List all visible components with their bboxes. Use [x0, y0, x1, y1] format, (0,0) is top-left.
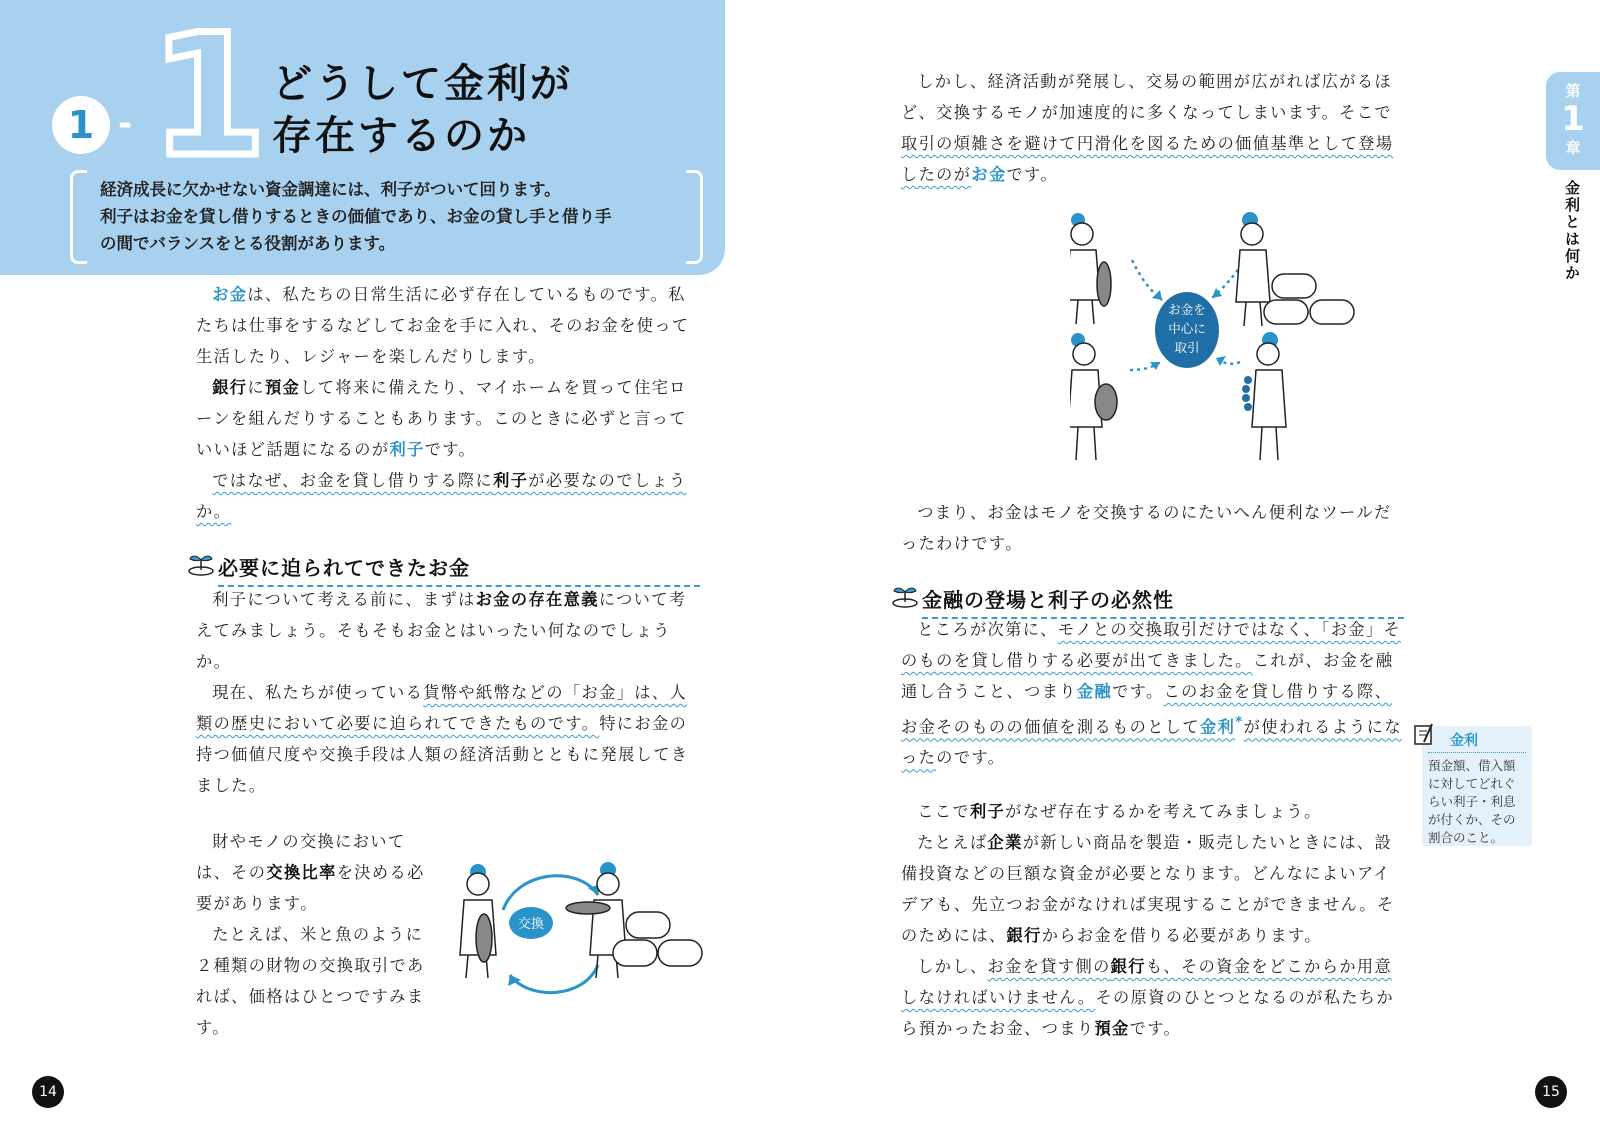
underlined-text: このお金を貸し借りする際、お金そのものの価値を測るものとして	[901, 682, 1393, 737]
paragraph	[901, 66, 1404, 190]
keyword: 利子	[969, 802, 1006, 821]
page-number-left: 14	[32, 1076, 64, 1108]
keyword: 利子	[493, 471, 529, 490]
side-tab-dai: 第	[1565, 82, 1581, 100]
right-summary-text	[901, 497, 1404, 559]
text: を決める必要があります。	[196, 863, 425, 913]
keyword: お金	[971, 165, 1007, 184]
text: しかし、	[917, 957, 988, 976]
left-body-text	[196, 584, 701, 801]
paragraph	[901, 614, 1404, 773]
sprout-icon	[890, 580, 920, 610]
paragraph	[196, 677, 701, 801]
text: して将来に備えたり、マイホームを買って住宅ローンを組んだりすることもあります。このときに必ずと言っていいほど話題になるのが	[196, 378, 687, 459]
person-left	[460, 864, 496, 978]
money-trade-illustration	[1070, 212, 1370, 474]
paragraph	[196, 826, 428, 919]
center-label-1: お金を	[1168, 302, 1206, 317]
section-dash: -	[118, 104, 133, 144]
left-exchange-text	[196, 826, 428, 1043]
chapter-number-circle: 1	[52, 96, 110, 154]
center-label-3: 取引	[1174, 340, 1200, 355]
lead-line-3: の間でバランスをとる役割があります。	[100, 234, 396, 253]
text: です。	[424, 440, 477, 459]
section-number-big: 1	[150, 0, 267, 194]
exchange-label: 交換	[517, 917, 545, 932]
keyword: 金融	[1076, 682, 1113, 701]
lead-bracket-left	[70, 170, 87, 264]
text: 利子について考える前に、まずは	[212, 590, 476, 609]
notebook-pen-icon	[1412, 722, 1438, 748]
text: つまり、お金はモノを交換するのにたいへん便利なツールだったわけです。	[901, 503, 1392, 553]
text: これが、お金を融通し合うこと、つまり	[901, 651, 1394, 701]
text: は、私たちの日常生活に必ず存在しているものです。私たちは仕事をするなどしてお金を手に入れ、そのお金を使って生活したり、レジャーを楽しんだりします。	[196, 285, 690, 366]
text: がなぜ存在するかを考えてみましょう。	[1005, 802, 1322, 821]
chapter-side-tab	[1546, 72, 1600, 170]
text: しかし、経済活動が発展し、交易の範囲が広がれば広がるほど、交換するモノが加速度的に多くなってしまいます。そこで	[901, 72, 1393, 122]
keyword: 預金	[264, 378, 301, 397]
text: ところが次第に、	[917, 620, 1058, 639]
text: に	[247, 378, 265, 397]
page-title	[272, 58, 573, 162]
center-label-2: 中心に	[1168, 321, 1206, 336]
text: たとえば	[917, 833, 988, 852]
keyword: お金の存在意義	[475, 590, 599, 609]
text: のです。	[936, 748, 1006, 768]
lead-text	[100, 176, 690, 257]
chapter-vertical-title: 金利とは何か	[1563, 180, 1581, 282]
footnote-mark: *	[1235, 714, 1244, 730]
text: について考えてみましょう。そもそもお金とはいったい何なのでしょうか。	[196, 590, 687, 671]
text: その原資のひとつとなるのが私たちから預かったお金、つまり	[901, 988, 1395, 1038]
side-tab-sho: 章	[1565, 139, 1581, 157]
text: 財やモノの交換においては、その	[196, 832, 406, 882]
paragraph	[901, 951, 1404, 1044]
text: ここで	[917, 802, 970, 821]
keyword: 銀行	[1006, 926, 1042, 945]
keyword: 銀行	[212, 378, 248, 397]
page-number-right: 15	[1535, 1076, 1567, 1108]
keyword: 金利	[1200, 717, 1236, 737]
text: が必要なのでしょうか。	[196, 471, 687, 521]
keyword: 交換比率	[266, 863, 337, 882]
text: たとえば、米と魚のように２種類の財物の交換取引であれば、価格はひとつですみます。	[196, 925, 425, 1037]
glossary-body: 預金額、借入額に対してどれぐらい利子・利息が付くか、その割合のこと。	[1428, 758, 1516, 845]
keyword: 預金	[1094, 1019, 1130, 1038]
paragraph	[901, 796, 1404, 827]
section-heading-1: 必要に迫られてできたお金	[218, 552, 700, 587]
right-interest-text	[901, 796, 1404, 1044]
underlined-text: が使われるようになった	[901, 717, 1402, 768]
paragraph	[196, 584, 701, 677]
paragraph	[196, 372, 701, 465]
lead-line-1: 経済成長に欠かせない資金調達には、利子がついて回ります。	[100, 180, 561, 199]
underlined-text: モノとの交換取引だけではなく、「お金」そのものを貸し借りする必要が出てきました。	[901, 620, 1402, 670]
rice-bales-icon	[613, 912, 702, 966]
right-intro-text	[901, 66, 1404, 190]
text: が新しい商品を製造・販売したいときには、設備投資などの巨額な資金が必要となります。どんなによいアイデアも、先立つお金がなければ実現することができません。そのためには、	[901, 833, 1395, 945]
text: です。	[1112, 682, 1164, 701]
underlined-text: お金を貸す側の	[987, 957, 1111, 976]
paragraph	[901, 827, 1404, 951]
underlined-text: も、その資金をどこからか用意しなければいけません。	[901, 957, 1393, 1007]
text: です。	[1006, 165, 1059, 184]
exchange-illustration	[448, 860, 704, 1020]
section-heading-2: 金融の登場と利子の必然性	[922, 584, 1404, 619]
text: です。	[1129, 1019, 1182, 1038]
underlined-text: 貨幣や紙幣などの「お金」は、人類の歴史において必要に迫られてできたものです。	[196, 683, 688, 733]
text: 現在、私たちが使っている	[212, 683, 424, 702]
keyword: 企業	[987, 833, 1023, 852]
title-line-2: 存在するのか	[272, 113, 530, 159]
paragraph	[901, 497, 1404, 559]
underlined-text: 取引の煩雑さを避けて円滑化を図るための価値基準として登場したのが	[901, 134, 1394, 184]
side-tab-number: 1	[1561, 99, 1585, 139]
text: 特にお金の持つ価値尺度や交換手段は人類の経済活動とともに発展してきました。	[196, 714, 689, 795]
paragraph	[196, 919, 428, 1043]
right-finance-text	[901, 614, 1404, 773]
text: ではなぜ、お金を貸し借りする際に	[212, 471, 494, 490]
paragraph	[196, 465, 701, 527]
keyword: お金	[212, 285, 248, 304]
title-line-1: どうして金利が	[272, 61, 573, 107]
glossary-box	[1422, 726, 1532, 846]
keyword: 銀行	[1110, 957, 1146, 976]
lead-line-2: 利子はお金を貸し借りするときの価値であり、お金の貸し手と借り手	[100, 207, 612, 226]
glossary-title: 金利	[1428, 730, 1526, 753]
sprout-icon	[186, 548, 216, 578]
left-intro-text	[196, 279, 701, 527]
text: からお金を借りる必要があります。	[1041, 926, 1322, 945]
keyword: 利子	[389, 440, 425, 459]
paragraph	[196, 279, 701, 372]
